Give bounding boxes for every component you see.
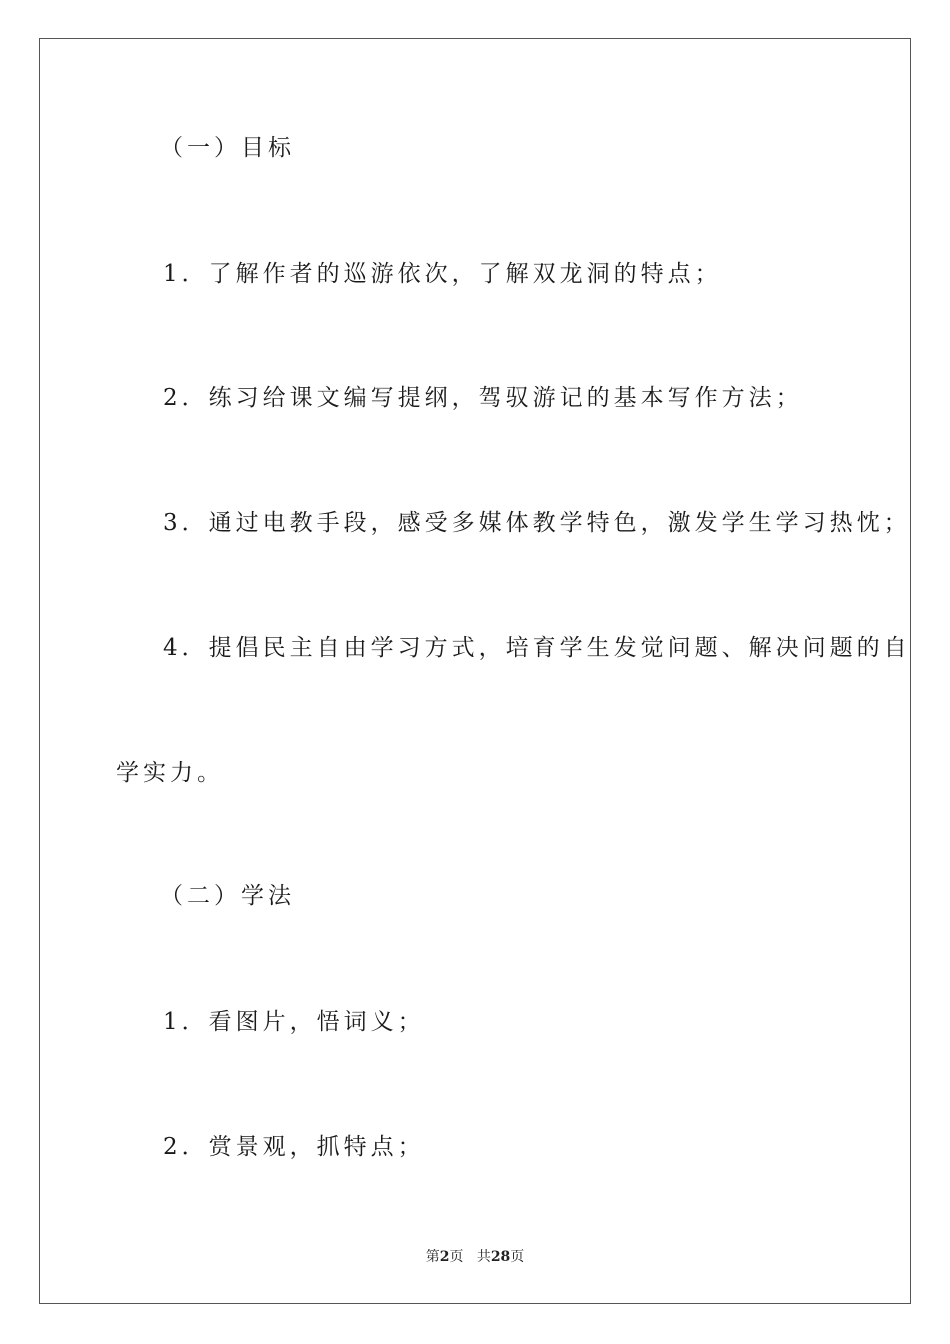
goal-item-4: 4．提倡民主自由学习方式，培育学生发觉问题、解决问题的自 xyxy=(163,635,911,661)
method-item-2: 2．赏景观，抓特点； xyxy=(163,1134,425,1160)
goal-item-4-continuation: 学实力。 xyxy=(116,760,224,786)
footer-page-number: 2 xyxy=(439,1249,450,1265)
page-border xyxy=(39,38,911,1304)
method-item-1: 1．看图片，悟词义； xyxy=(163,1009,425,1035)
footer-total-prefix: 共 xyxy=(476,1249,491,1265)
goal-item-3: 3．通过电教手段，感受多媒体教学特色，激发学生学习热忱； xyxy=(163,510,911,536)
footer-page-prefix: 第 xyxy=(425,1249,440,1265)
goal-item-1: 1．了解作者的巡游依次，了解双龙洞的特点； xyxy=(163,261,722,287)
footer-page-suffix: 页 xyxy=(449,1249,464,1265)
footer-total-pages: 28 xyxy=(490,1249,511,1265)
section-heading-methods: （二）学法 xyxy=(160,883,295,909)
footer-total-suffix: 页 xyxy=(510,1249,525,1265)
page-footer xyxy=(0,1246,950,1266)
goal-item-2: 2．练习给课文编写提纲，驾驭游记的基本写作方法； xyxy=(163,385,803,411)
section-heading-goals: （一）目标 xyxy=(160,135,295,161)
